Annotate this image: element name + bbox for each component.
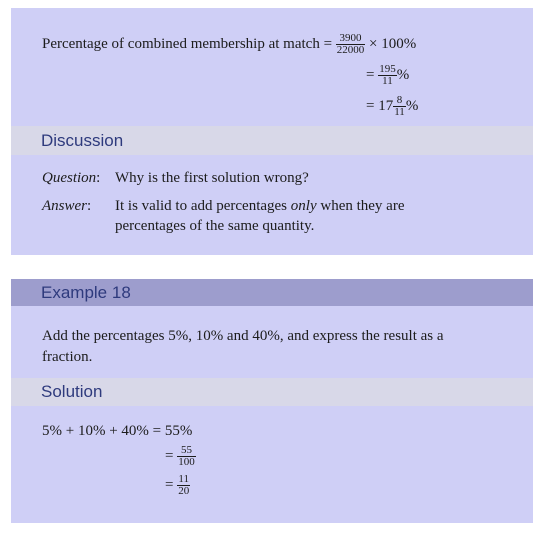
answer-line-1 <box>115 197 405 215</box>
example-heading-bar <box>11 279 533 306</box>
calc-fraction-3-denominator: 11 <box>394 106 405 118</box>
calc-fraction-3 <box>393 95 406 118</box>
answer-line-2: percentages of the same quantity. <box>115 218 315 234</box>
calc-percent-2: % <box>396 66 410 83</box>
calc-times-100: × 100% <box>369 35 417 52</box>
calc-fraction-2-numerator: 195 <box>379 63 396 75</box>
answer-emphasis: only <box>290 198 317 214</box>
answer-text-post: when they are <box>316 198 405 214</box>
calc-fraction-1-numerator: 3900 <box>339 32 362 44</box>
calc-equals-2: = <box>366 66 375 83</box>
question-row <box>42 169 100 187</box>
discussion-title: Discussion <box>41 131 124 150</box>
solution-fraction-2 <box>177 445 196 468</box>
solution-fraction-3-denominator: 20 <box>178 485 190 497</box>
solution-heading-bar <box>11 378 533 406</box>
answer-colon: : <box>87 198 92 214</box>
calc-lhs: Percentage of combined membership at match <box>42 35 320 52</box>
calc-line-3 <box>366 95 418 118</box>
question-label: Question <box>42 170 97 186</box>
discussion-heading-bar <box>11 126 533 155</box>
solution-fraction-3 <box>177 474 190 497</box>
example-panel <box>11 279 533 523</box>
calc-fraction-1 <box>336 33 366 56</box>
question-colon: : <box>96 170 101 186</box>
example-title: Example 18 <box>41 283 131 302</box>
answer-label: Answer <box>42 198 87 214</box>
solution-line-1: 5% + 10% + 40% = 55% <box>42 423 193 439</box>
calc-percent-3: % <box>405 97 419 114</box>
calc-fraction-2 <box>378 64 397 87</box>
calc-equals: = <box>323 35 333 52</box>
solution-title: Solution <box>41 382 103 401</box>
solution-line-2 <box>165 445 196 468</box>
solution-fraction-3-numerator: 11 <box>178 473 190 485</box>
solution-fraction-2-numerator: 55 <box>180 444 192 456</box>
solution-fraction-2-denominator: 100 <box>178 456 195 468</box>
calc-fraction-2-denominator: 11 <box>378 75 397 87</box>
discussion-panel <box>11 8 533 255</box>
question-text: Why is the first solution wrong? <box>115 170 309 186</box>
answer-text-pre: It is valid to add percentages <box>115 198 291 214</box>
solution-line-3 <box>165 474 190 497</box>
example-text-line-2: fraction. <box>42 349 93 365</box>
solution-equals-2: = <box>165 447 174 464</box>
calc-line-2 <box>366 64 409 87</box>
calc-equals-3: = <box>366 97 375 114</box>
example-text-line-1: Add the percentages 5%, 10% and 40%, and express the result as a <box>42 328 444 344</box>
calc-fraction-3-numerator: 8 <box>396 94 403 106</box>
solution-equals-3: = <box>165 476 174 493</box>
calc-line-1 <box>42 33 416 56</box>
calc-fraction-1-denominator: 22000 <box>336 44 365 56</box>
answer-label-row <box>42 197 91 215</box>
calc-whole-17: 17 <box>378 97 394 114</box>
